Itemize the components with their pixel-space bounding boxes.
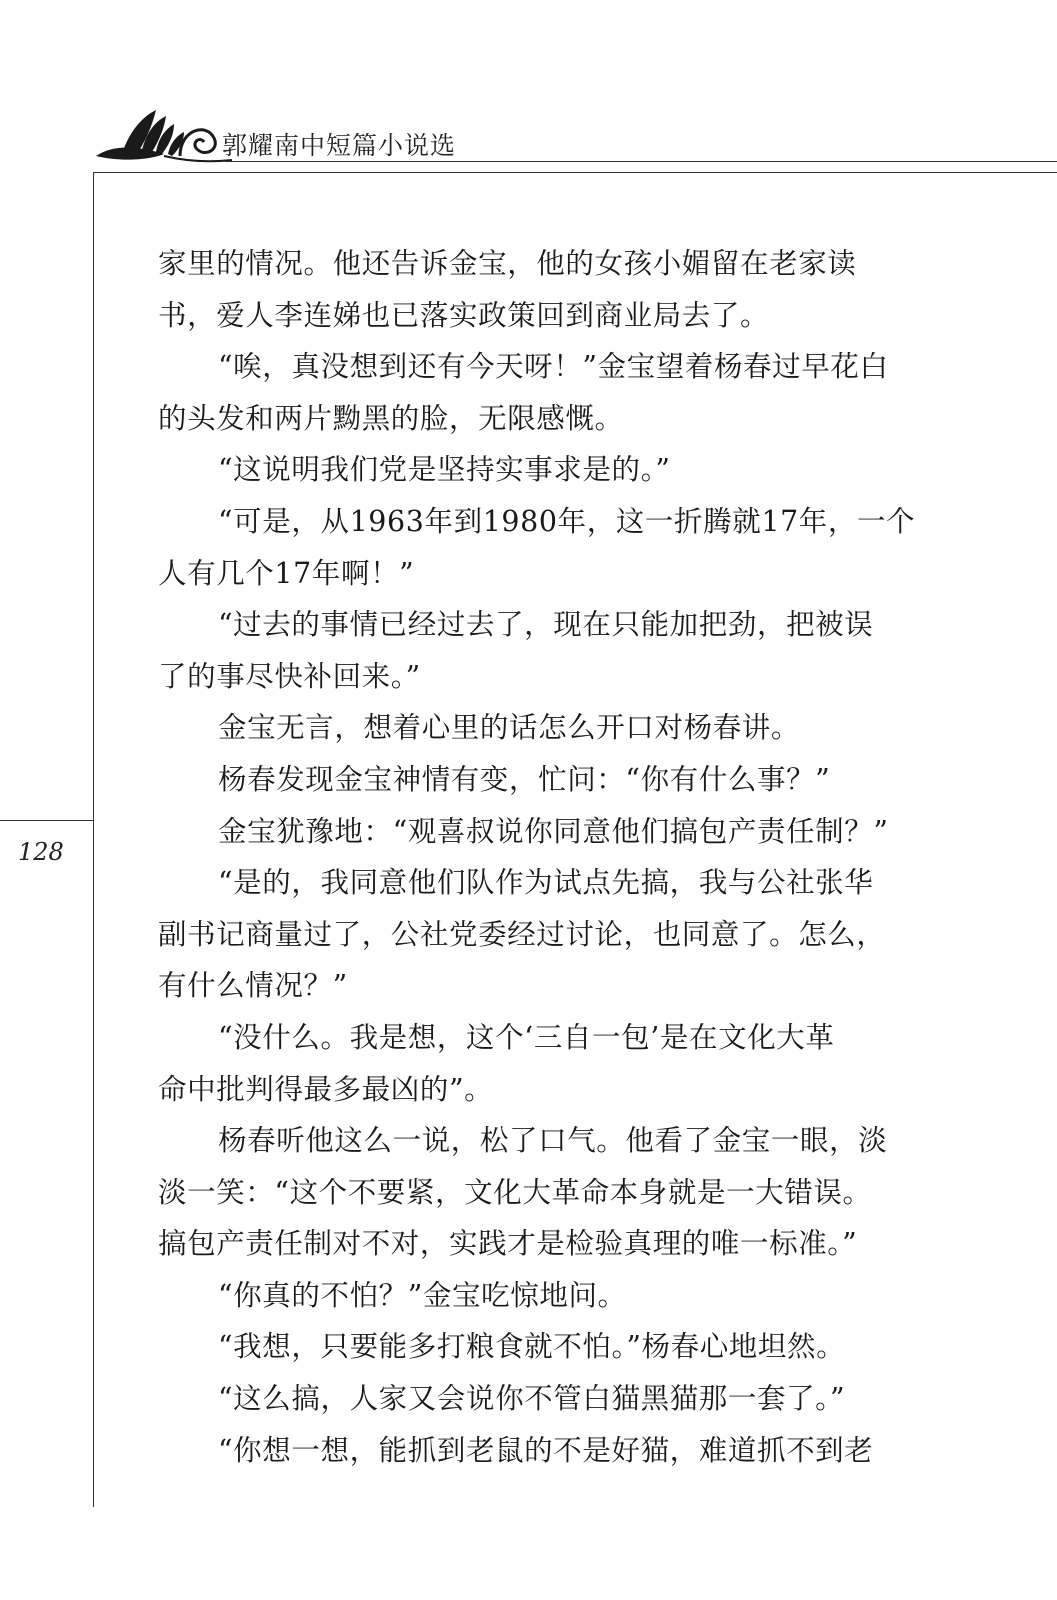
page-number: 128: [18, 838, 64, 866]
margin-rule: [0, 820, 93, 821]
text-line: 的头发和两片黝黑的脸，无限感慨。: [158, 401, 624, 435]
frame-left-rule: [93, 172, 94, 1507]
text-line: 金宝犹豫地：“观喜叔说你同意他们搞包产责任制？”: [218, 814, 889, 848]
text-line: “是的，我同意他们队作为试点先搞，我与公社张华: [218, 866, 874, 900]
text-line: “唉，真没想到还有今天呀！”金宝望着杨春过早花白: [218, 350, 889, 384]
text-line: 了的事尽快补回来。”: [158, 659, 421, 693]
text-line: 搞包产责任制对不对，实践才是检验真理的唯一标准。”: [158, 1227, 858, 1261]
text-line: “你想一想，能抓到老鼠的不是好猫，难道抓不到老: [218, 1433, 874, 1467]
text-line: “我想，只要能多打粮食就不怕。”杨春心地坦然。: [218, 1330, 846, 1364]
text-line: 金宝无言，想着心里的话怎么开口对杨春讲。: [218, 711, 801, 745]
header-rule: [225, 161, 1057, 162]
text-line: 命中批判得最多最凶的”。: [158, 1072, 494, 1106]
text-line: “可是，从1963年到1980年，这一折腾就17年，一个: [218, 504, 916, 538]
text-line: 淡一笑：“这个不要紧，文化大革命本身就是一大错误。: [158, 1175, 872, 1209]
body-text: [158, 238, 928, 1476]
text-line: “过去的事情已经过去了，现在只能加把劲，把被误: [218, 608, 874, 642]
header-ornament-icon: [94, 100, 234, 170]
text-line: 家里的情况。他还告诉金宝，他的女孩小媚留在老家读: [158, 247, 857, 280]
text-line: “这说明我们党是坚持实事求是的。”: [218, 453, 671, 487]
text-line: 杨春发现金宝神情有变，忙问：“你有什么事？”: [218, 762, 831, 796]
text-line: “没什么。我是想，这个‘三自一包’是在文化大革: [218, 1020, 835, 1054]
text-line: “这么搞，人家又会说你不管白猫黑猫那一套了。”: [218, 1382, 846, 1416]
text-line: 书，爱人李连娣也已落实政策回到商业局去了。: [158, 298, 770, 332]
text-line: 有什么情况？”: [158, 969, 348, 1003]
frame-top-rule: [93, 172, 1057, 173]
text-line: 杨春听他这么一说，松了口气。他看了金宝一眼，淡: [218, 1124, 888, 1158]
text-line: 人有几个17年啊！”: [158, 556, 415, 590]
running-header-title: 郭耀南中短篇小说选: [222, 131, 457, 160]
text-line: 副书记商量过了，公社党委经过讨论，也同意了。怎么，: [158, 917, 886, 951]
text-line: “你真的不怕？”金宝吃惊地问。: [218, 1278, 627, 1312]
